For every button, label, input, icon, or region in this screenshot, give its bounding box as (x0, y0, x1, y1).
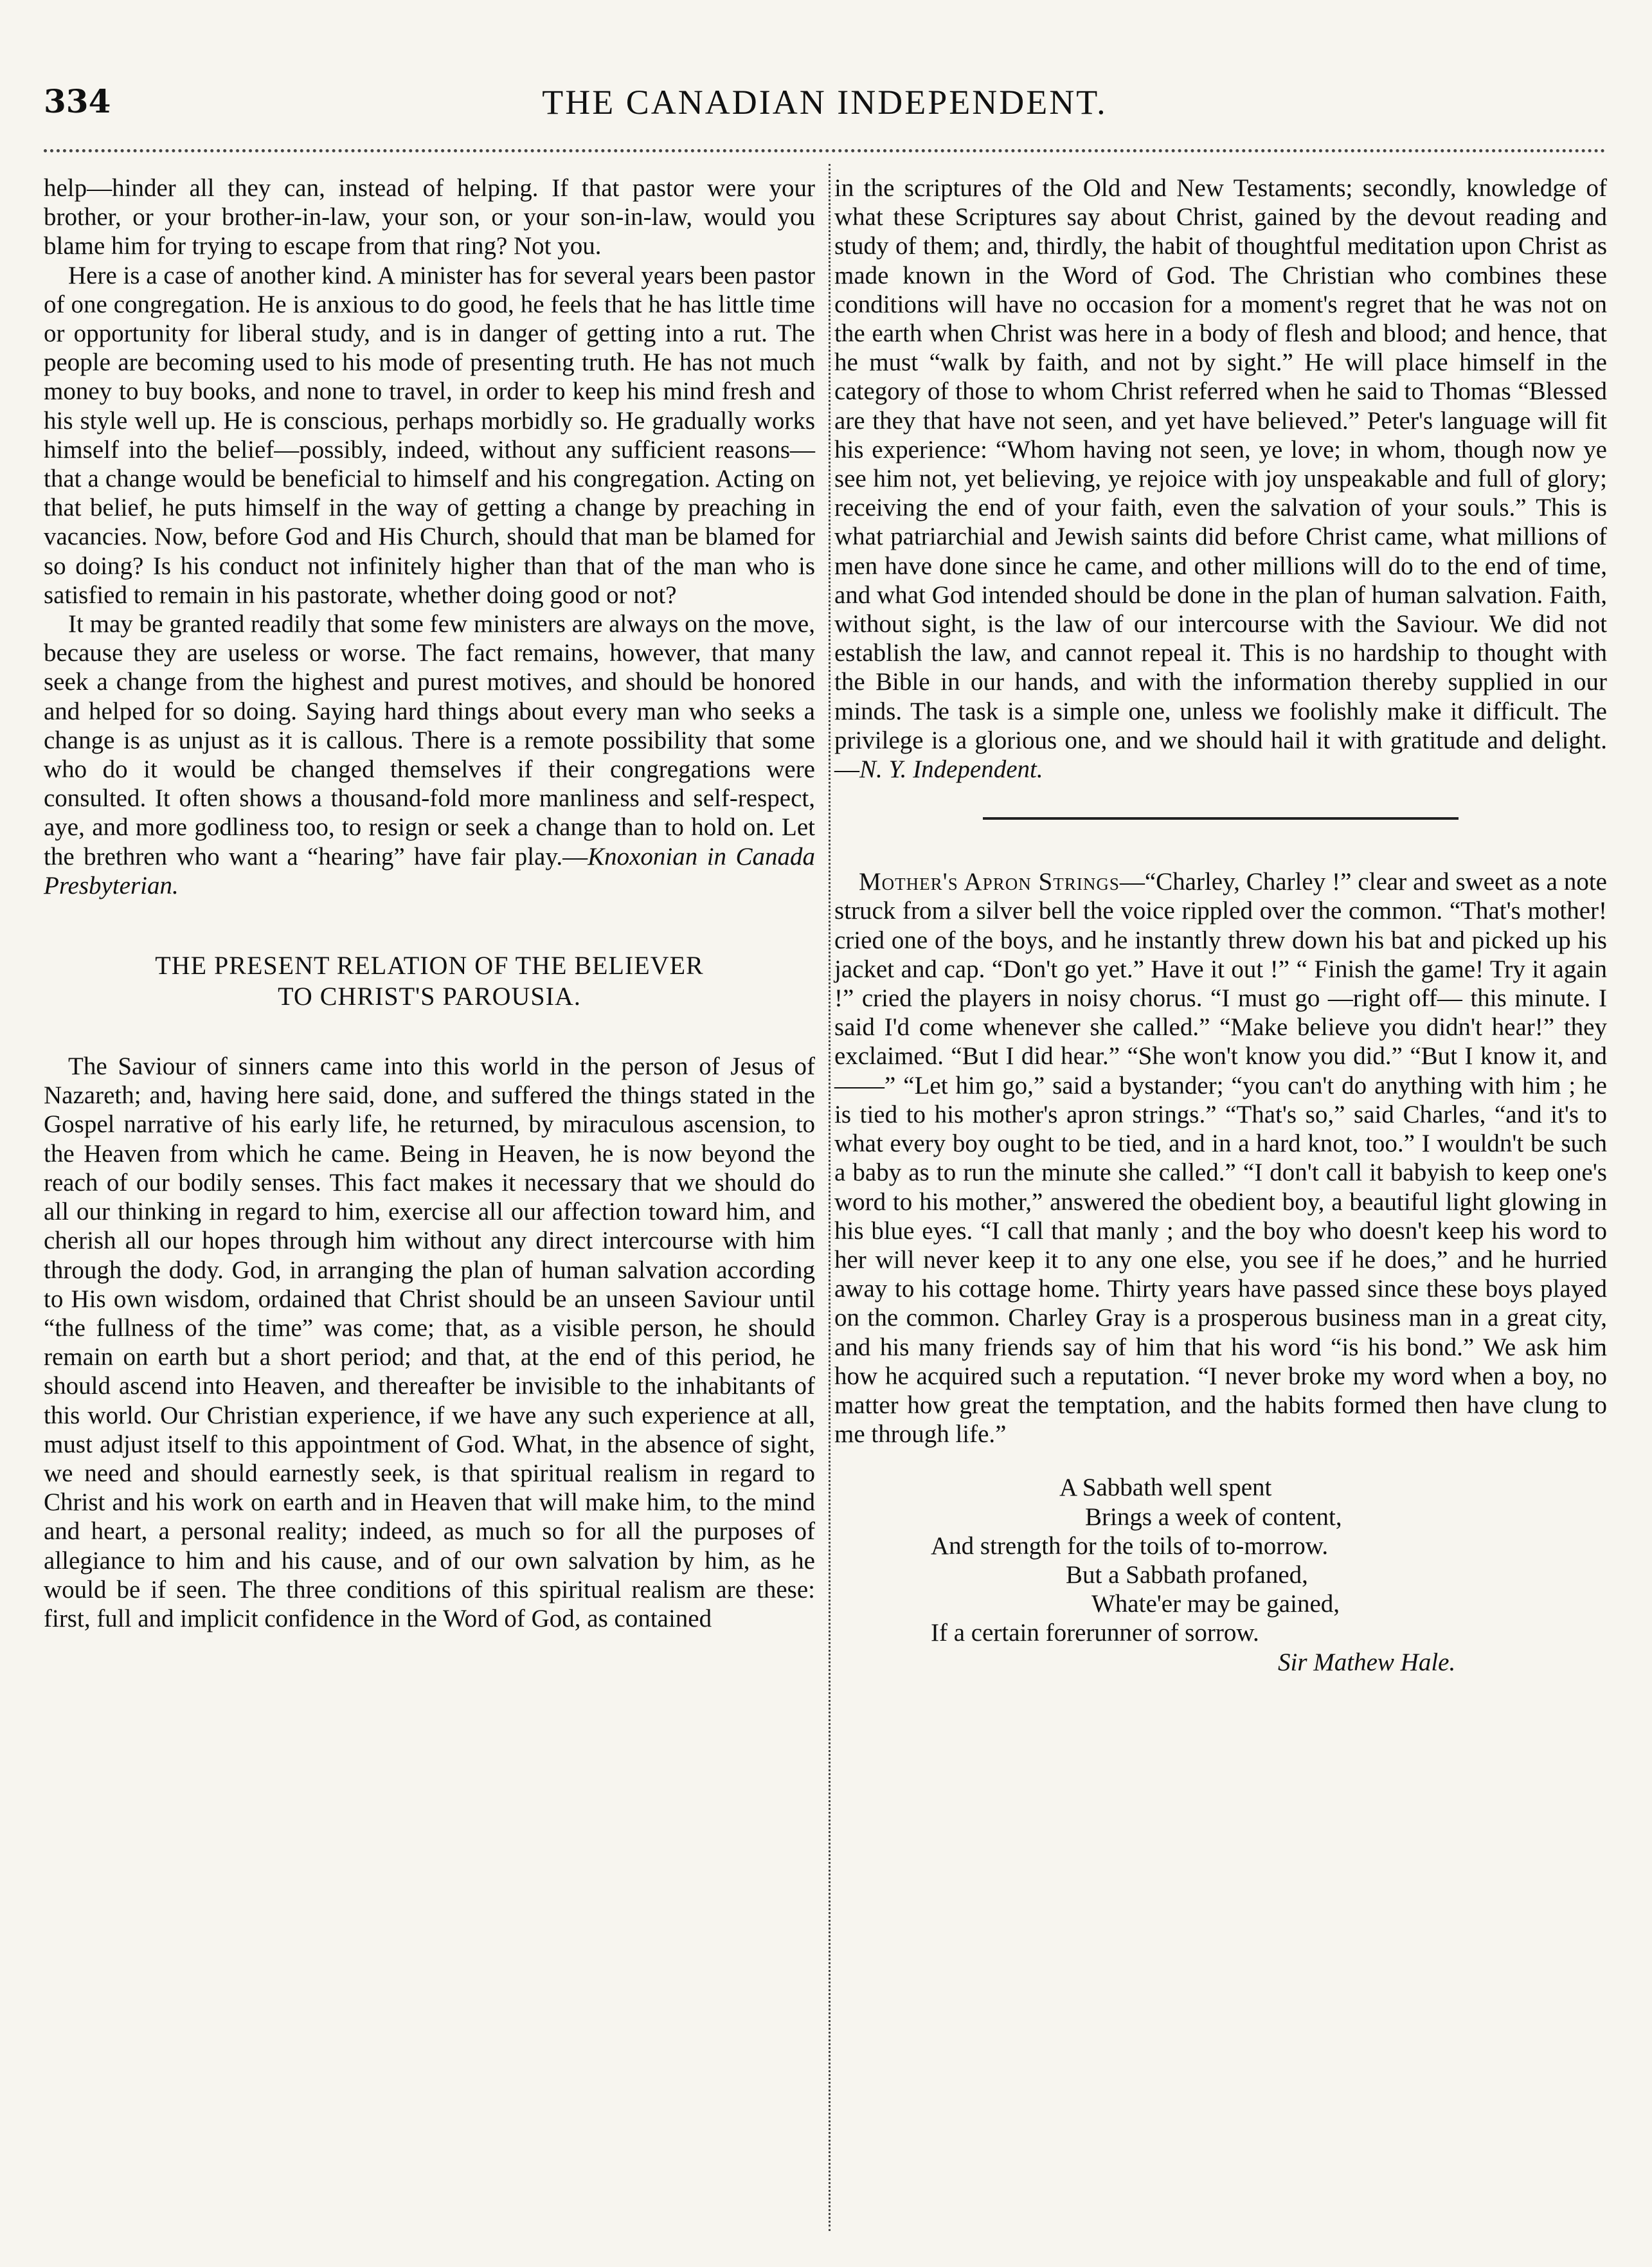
article-title (44, 950, 815, 1012)
paragraph: The Saviour of sinners came into this world in the person of Jesus of Nazareth; and, having here said, done, and suffered the things stated in the Gospel narrative of his early life, he returned, by miraculous ascension, to the Heaven from which he came. Being in Heaven, he is now beyond the reach of our bodily senses. This fact makes it necessary that we should do all our thinking in regard to him, exercise all our affection toward him, and cherish all our hopes through him without any direct intercourse with him through the dody. God, in arranging the plan of human salvation according to His own wisdom, ordained that Christ should be an unseen Saviour until “the fullness of the time” was come; that, as a visible person, he should remain on earth but a short period; and that, at the end of this period, he should ascend into Heaven, and thereafter be invisible to the inhabitants of this world. Our Christian experience, if we have any such experience at all, must adjust itself to this appointment of God. What, in the absence of sight, we need and should earnestly seek, is that spiritual realism in regard to Christ and his work on earth and in Heaven that will make him, to the mind and heart, a personal reality; indeed, as much so for all the purposes of allegiance to him and his cause, and of our own salvation by him, as he would be if seen. The three conditions of this spiritual realism are these: first, full and implicit confidence in the Word of God, as contained (44, 1052, 815, 1632)
item-lead: Mother's Apron Strings (859, 868, 1120, 896)
paragraph (834, 867, 1607, 1449)
poem-attribution: Sir Mathew Hale. (1278, 1648, 1456, 1676)
source-attribution: N. Y. Independent. (859, 755, 1043, 784)
poem-line: If a certain forerunner of sorrow. (931, 1619, 1259, 1647)
left-column (44, 174, 815, 1633)
column-divider (829, 164, 830, 2231)
paragraph (44, 610, 815, 900)
paragraph-text: —“Charley, Charley !” clear and sweet as a note struck from a silver bell the voice rippled over the common. “That's mother! cried one of the boys, and he instantly threw down his bat and picked up his jacket and cap. “Don't go yet.” Have it out !” “ Finish the game! Try it again !” cried the players in noisy chorus. “I must go —right off— this minute. I said I'd come whenever she called.” “Make believe you didn't hear!” they exclaimed. “But I did hear.” “She won't know you did.” “But I know it, and——” “Let him go,” said a bystander; “you can't do anything with him ; he is tied to his mother's apron strings.” “That's so,” said Charles, “and it's to what every boy ought to be tied, and in a hard knot, too.” I wouldn't be such a baby as to run the minute she called.” “I don't call it babyish to keep one's word to his mother,” answered the obedient boy, a beautiful light glowing in his blue eyes. “I call that manly ; and the boy who doesn't keep his word to her will never keep it to any one else, you see if he does,” and he hurried away to his cottage home. Thirty years have passed since these boys played on the common. Charley Gray is a prosperous business man in a great city, and his many friends say of him that his word “is his bond.” We ask him how he acquired such a reputation. “I never broke my word when a boy, no matter how great the temptation, and the habits formed then have clung to me through life.” (834, 868, 1607, 1449)
header-rule (44, 149, 1606, 152)
poem-line: And strength for the toils of to-morrow. (931, 1531, 1329, 1560)
poem-line: But a Sabbath profaned, (1066, 1560, 1308, 1589)
poem-line: A Sabbath well spent (1059, 1474, 1272, 1502)
paragraph: Here is a case of another kind. A minister has for several years been pastor of one congregation. He is anxious to do good, he feels that he has little time or opportunity for liberal study, and is in danger of getting into a rut. The people are becoming used to his mode of presenting truth. He has not much money to buy books, and none to travel, in order to keep his mind fresh and his style well up. He is conscious, perhaps morbidly so. He gradually works himself into the belief—possibly, indeed, without any sufficient reasons—that a change would be beneficial to himself and his congregation. Acting on that belief, he puts himself in the way of getting a change by preaching in vacancies. Now, before God and His Church, should that man be blamed for so doing? Is his conduct not infinitely higher than that of the man who is satisfied to remain in his pastorate, whether doing good or not? (44, 261, 816, 609)
article-title-line: TO CHRIST'S PAROUSIA. (278, 982, 581, 1011)
page-header (44, 82, 1606, 127)
paragraph-text: It may be granted readily that some few ministers are always on the move, because they are useless or worse. The fact remains, however, that many seek a change from the highest and purest motives, and should be honored and helped for so doing. Saying hard things about every man who seeks a change is as unjust as it is callous. There is a remote possibility that some who do it would be changed themselves if their congregations were consulted. It often shows a thousand-fold more manliness and self-respect, aye, and more godliness too, to resign or seek a change than to hold on. Let the brethren who want a “hearing” have fair play.— (44, 610, 815, 871)
source-attribution: Knoxonian in Canada Presbyterian. (44, 842, 815, 899)
paragraph-text: in the scriptures of the Old and New Testaments; secondly, knowledge of what these Scriptures say about Christ, gained by the devout reading and study of them; and, thirdly, the habit of thoughtful meditation upon Christ as made known in the Word of God. The Christian who combines these conditions will have no occasion for a moment's regret that he was not on the earth when Christ was here in a body of flesh and blood; and hence, that he must “walk by faith, and not by sight.” He will place himself in the category of those to whom Christ referred when he said to Thomas “Blessed are they that have not seen, and yet have believed.” Peter's language will fit his experience: “Whom having not seen, ye love; in whom, though now ye see him not, yet believing, ye rejoice with joy unspeakable and full of glory; receiving the end of your faith, even the salvation of your souls.” This is what patriarchial and Jewish saints did before Christ came, what millions of men have done since he came, and other millions will do to the end of time, and what God intended should be done in the plan of human salvation. Faith, without sight, is the law of our intercourse with the Saviour. We did not establish the law, and cannot repeal it. This is no hardship to thought with the Bible in our hands, and with the information thereby supplied in our minds. The task is a simple one, unless we foolishly make it difficult. The privilege is a glorious one, and we should hail it with gratitude and delight.— (834, 174, 1607, 784)
section-separator (983, 817, 1459, 820)
poem-line: Brings a week of content, (1085, 1503, 1342, 1531)
paragraph: help—hinder all they can, instead of helping. If that pastor were your brother, or your brother-in-law, your son, or your son-in-law, would you blame him for trying to escape from that ring? Not you. (44, 174, 815, 260)
poem-line: Whate'er may be gained, (1091, 1590, 1340, 1618)
article-title-line: THE PRESENT RELATION OF THE BELIEVER (155, 951, 704, 980)
page-number: 334 (44, 82, 111, 120)
poem (834, 1473, 1607, 1676)
running-title: THE CANADIAN INDEPENDENT. (542, 83, 1108, 122)
right-column (834, 174, 1607, 1677)
paragraph (834, 174, 1607, 784)
